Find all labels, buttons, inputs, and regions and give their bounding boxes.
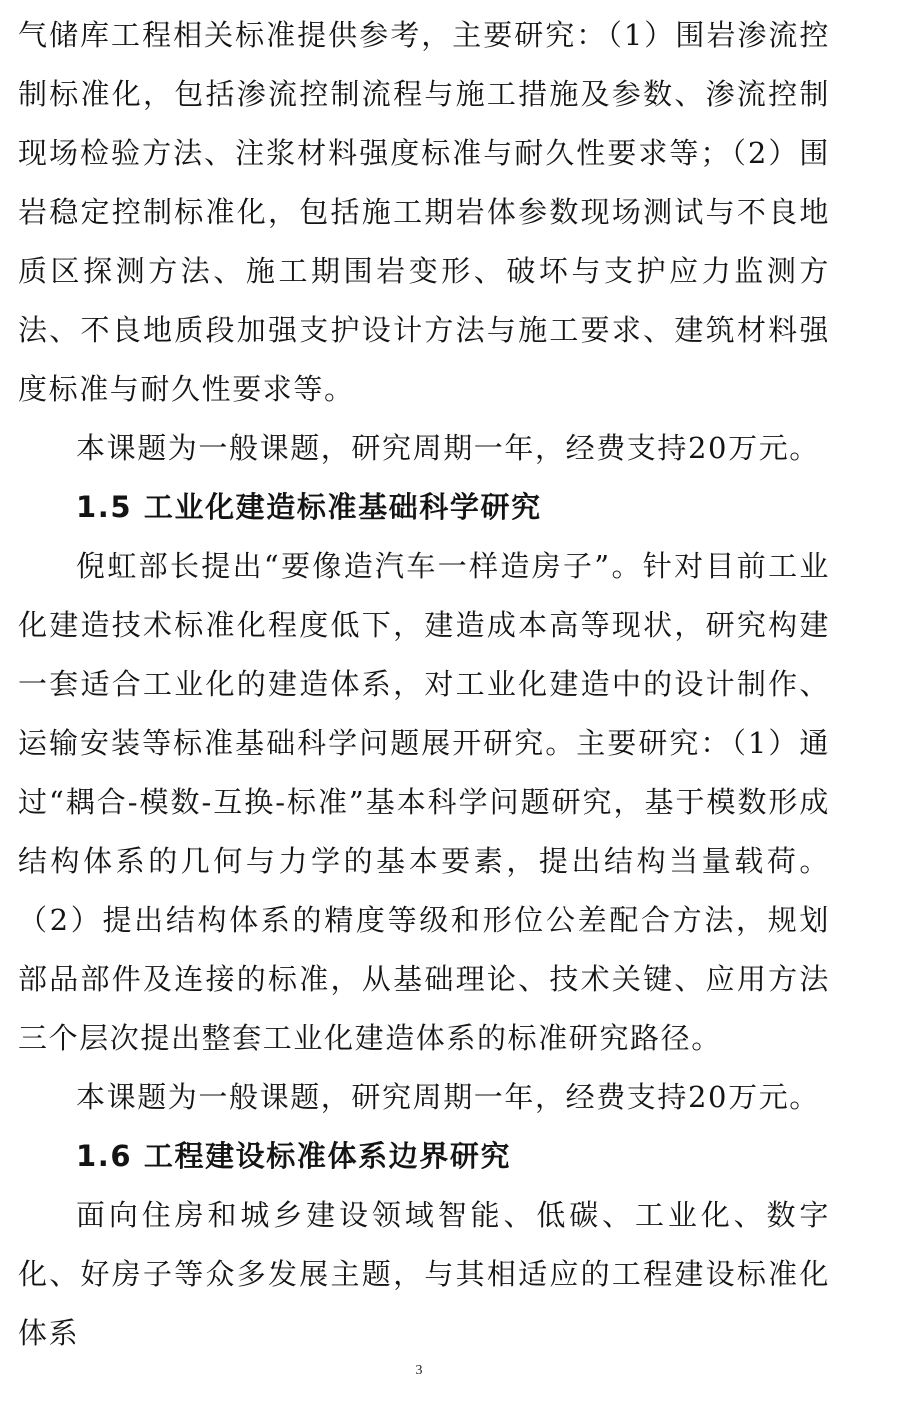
section-heading-1-5: 1.5 工业化建造标准基础科学研究 [76, 490, 542, 524]
paragraph-funding-1-5: 本课题为一般课题，研究周期一年，经费支持20万元。 [76, 1080, 820, 1114]
document-body [18, 6, 830, 1363]
paragraph-industrialized-construction: 倪虹部长提出“要像造汽车一样造房子”。针对目前工业化建造技术标准化程度低下，建造成本高等现状，研究构建一套适合工业化的建造体系，对工业化建造中的设计制作、运输安装等标准基础科学问题展开研究。主要研究：（1）通过“耦合-模数-互换-标准”基本科学问题研究，基于模数形成结构体系的几何与力学的基本要素，提出结构当量载荷。（2）提出结构体系的精度等级和形位公差配合方法，规划部品部件及连接的标准，从基础理论、技术关键、应用方法三个层次提出整套工业化建造体系的标准研究路径。 [18, 549, 830, 1055]
page-number: 3 [415, 1363, 423, 1378]
paragraph-research-content-continued: 气储库工程相关标准提供参考，主要研究：（1）围岩渗流控制标准化，包括渗流控制流程与施工措施及参数、渗流控制现场检验方法、注浆材料强度标准与耐久性要求等；（2）围岩稳定控制标准化，包括施工期岩体参数现场测试与不良地质区探测方法、施工期围岩变形、破坏与支护应力监测方法、不良地质段加强支护设计方法与施工要求、建筑材料强度标准与耐久性要求等。 [18, 18, 830, 406]
paragraph-funding-1-4: 本课题为一般课题，研究周期一年，经费支持20万元。 [76, 431, 820, 465]
paragraph-standard-system-boundary: 面向住房和城乡建设领域智能、低碳、工业化、数字化、好房子等众多发展主题，与其相适应的工程建设标准化体系 [18, 1198, 830, 1350]
section-heading-1-6: 1.6 工程建设标准体系边界研究 [76, 1139, 512, 1173]
